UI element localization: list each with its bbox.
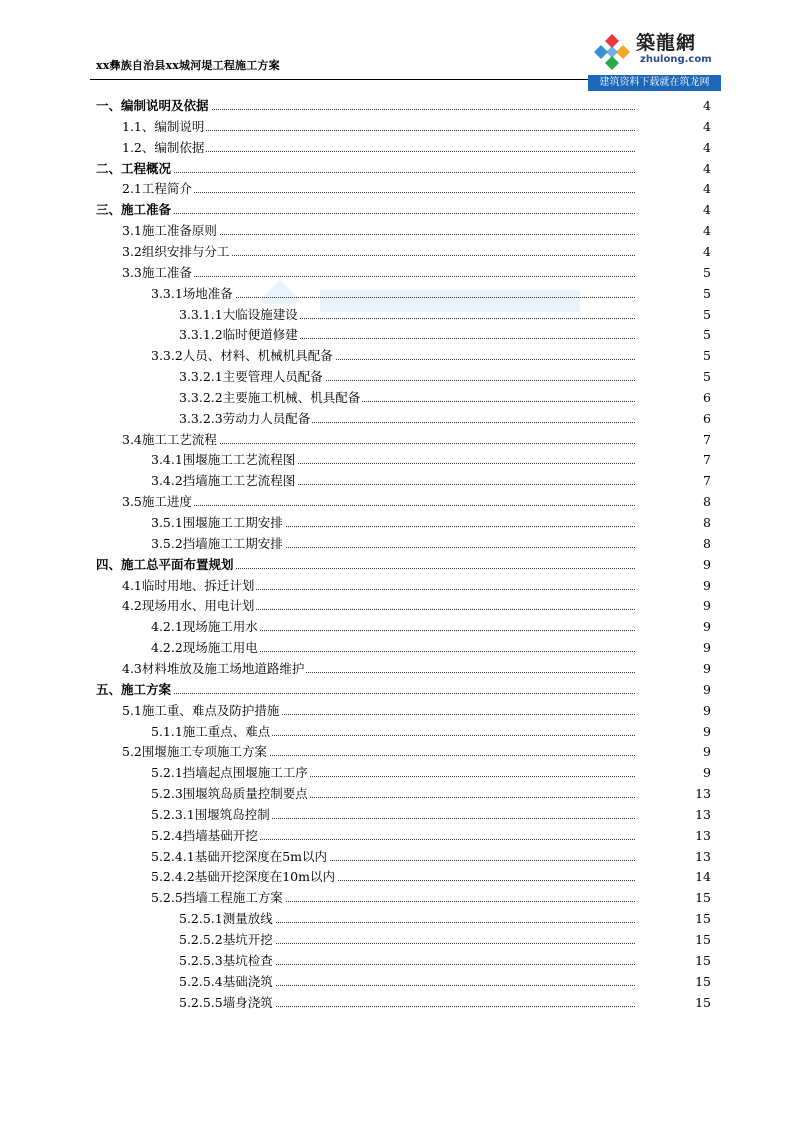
toc-entry-label: 5.2.4挡墙基础开挖 bbox=[151, 825, 260, 846]
toc-entry-label: 5.2.3围堰筑岛质量控制要点 bbox=[151, 783, 310, 804]
toc-entry-label: 五、施工方案 bbox=[96, 679, 173, 700]
toc-entry-label: 5.2.5.4基础浇筑 bbox=[179, 971, 275, 992]
logo-slogan: 建筑资料下载就在筑龙网 bbox=[588, 75, 721, 91]
toc-entry-page: 13 bbox=[695, 786, 711, 802]
toc-entry-label: 3.3.2人员、材料、机械机具配备 bbox=[151, 345, 335, 366]
toc-entry-page: 13 bbox=[695, 827, 711, 843]
toc-entry-page: 14 bbox=[695, 869, 711, 885]
toc-entry[interactable] bbox=[179, 304, 711, 325]
toc-entry-page: 4 bbox=[703, 118, 711, 134]
toc-entry-page: 9 bbox=[703, 765, 711, 781]
toc-entry-label: 3.5施工进度 bbox=[122, 491, 194, 512]
toc-entry-page: 8 bbox=[703, 494, 711, 510]
toc-entry-page: 4 bbox=[703, 98, 711, 113]
toc-entry-page: 9 bbox=[703, 640, 711, 656]
toc-entry[interactable] bbox=[122, 741, 711, 762]
zhulong-logo bbox=[588, 24, 721, 92]
toc-entry[interactable] bbox=[151, 887, 711, 908]
toc-entry[interactable] bbox=[151, 825, 711, 846]
toc-entry-page: 4 bbox=[703, 223, 711, 239]
toc-entry[interactable] bbox=[122, 241, 711, 262]
toc-entry-page: 5 bbox=[703, 348, 711, 364]
toc-entry-label: 5.1.1施工重点、难点 bbox=[151, 721, 272, 742]
toc-entry-page: 6 bbox=[703, 389, 711, 405]
toc-entry[interactable] bbox=[179, 971, 711, 992]
toc-entry-page: 7 bbox=[703, 473, 711, 489]
toc-entry-page: 8 bbox=[703, 515, 711, 530]
toc-entry-label: 3.5.1围堰施工工期安排 bbox=[151, 512, 285, 533]
toc-entry-page: 7 bbox=[703, 452, 711, 468]
toc-entry[interactable] bbox=[151, 533, 711, 554]
toc-entry-page: 4 bbox=[703, 181, 711, 197]
toc-entry[interactable] bbox=[122, 595, 711, 616]
toc-entry[interactable] bbox=[179, 324, 711, 345]
toc-entry-page: 9 bbox=[703, 556, 711, 572]
toc-entry-page: 5 bbox=[703, 369, 711, 385]
toc-entry[interactable] bbox=[122, 491, 711, 512]
toc-entry[interactable] bbox=[96, 199, 711, 220]
toc-entry[interactable] bbox=[151, 512, 711, 533]
toc-entry-page: 15 bbox=[695, 890, 711, 906]
toc-entry[interactable] bbox=[179, 408, 711, 429]
toc-entry-page: 13 bbox=[695, 848, 711, 864]
toc-entry-page: 15 bbox=[695, 994, 711, 1010]
toc-entry[interactable] bbox=[96, 679, 711, 700]
toc-entry-label: 4.2.1现场施工用水 bbox=[151, 616, 260, 637]
toc-entry-page: 9 bbox=[703, 619, 711, 635]
toc-leader-dots bbox=[122, 276, 635, 277]
toc-entry-label: 5.2.5.5墙身浇筑 bbox=[179, 992, 275, 1013]
toc-entry-page: 15 bbox=[695, 952, 711, 968]
document-header-title: xx彝族自治县xx城河堤工程施工方案 bbox=[96, 59, 280, 72]
toc-entry-label: 5.2.4.1基础开挖深度在5m以内 bbox=[151, 846, 329, 867]
toc-entry-label: 5.1施工重、难点及防护措施 bbox=[122, 700, 281, 721]
toc-entry-label: 3.3.2.2主要施工机械、机具配备 bbox=[179, 387, 362, 408]
toc-entry-label: 3.1施工准备原则 bbox=[122, 220, 219, 241]
toc-entry-label: 二、工程概况 bbox=[96, 158, 173, 179]
toc-entry[interactable] bbox=[122, 575, 711, 596]
toc-entry[interactable] bbox=[179, 387, 711, 408]
toc-entry-label: 4.1临时用地、拆迁计划 bbox=[122, 575, 256, 596]
toc-entry-label: 3.3.2.3劳动力人员配备 bbox=[179, 408, 312, 429]
toc-entry-label: 3.3.2.1主要管理人员配备 bbox=[179, 366, 325, 387]
toc-leader-dots bbox=[96, 172, 635, 173]
toc-entry-label: 3.3施工准备 bbox=[122, 262, 194, 283]
toc-entry-label: 三、施工准备 bbox=[96, 199, 173, 220]
toc-entry[interactable] bbox=[179, 929, 711, 950]
toc-entry[interactable] bbox=[122, 137, 711, 158]
toc-entry-label: 1.2、编制依据 bbox=[122, 137, 206, 158]
toc-entry[interactable] bbox=[151, 762, 711, 783]
toc-entry[interactable] bbox=[151, 783, 711, 804]
toc-entry-label: 3.3.1.1大临设施建设 bbox=[179, 304, 300, 325]
toc-entry-page: 9 bbox=[703, 723, 711, 739]
toc-entry-label: 4.2现场用水、用电计划 bbox=[122, 595, 256, 616]
toc-entry-page: 15 bbox=[695, 932, 711, 947]
toc-entry[interactable] bbox=[151, 866, 711, 887]
toc-entry-label: 1.1、编制说明 bbox=[122, 116, 206, 137]
toc-entry[interactable] bbox=[151, 449, 711, 470]
toc-entry-label: 5.2.5.3基坑检查 bbox=[179, 950, 275, 971]
toc-entry[interactable] bbox=[122, 700, 711, 721]
toc-entry[interactable] bbox=[151, 616, 711, 637]
toc-entry-label: 四、施工总平面布置规划 bbox=[96, 554, 236, 575]
toc-leader-dots bbox=[122, 505, 635, 506]
toc-leader-dots bbox=[122, 192, 635, 193]
toc-entry-page: 15 bbox=[695, 911, 711, 927]
logo-brand-en: zhulong.com bbox=[640, 54, 712, 65]
toc-entry-page: 9 bbox=[703, 577, 711, 593]
toc-entry-page: 15 bbox=[695, 973, 711, 989]
toc-entry-page: 7 bbox=[703, 431, 711, 447]
toc-entry[interactable] bbox=[151, 345, 711, 366]
toc-entry[interactable] bbox=[151, 283, 711, 304]
toc-entry-label: 3.3.1场地准备 bbox=[151, 283, 235, 304]
toc-entry-label: 3.5.2挡墙施工工期安排 bbox=[151, 533, 285, 554]
toc-entry[interactable] bbox=[151, 470, 711, 491]
toc-entry-page: 13 bbox=[695, 806, 711, 822]
toc-entry[interactable] bbox=[122, 116, 711, 137]
toc-entry[interactable] bbox=[96, 554, 711, 575]
toc-entry-page: 4 bbox=[703, 139, 711, 155]
toc-entry[interactable] bbox=[151, 637, 711, 658]
toc-entry-page: 4 bbox=[703, 202, 711, 218]
toc-entry-label: 3.2组织安排与分工 bbox=[122, 241, 231, 262]
toc-entry-label: 5.2.5挡墙工程施工方案 bbox=[151, 887, 285, 908]
toc-entry-label: 2.1工程简介 bbox=[122, 178, 194, 199]
toc-entry-label: 5.2.5.2基坑开挖 bbox=[179, 929, 275, 950]
toc-entry-page: 9 bbox=[703, 702, 711, 718]
toc-entry[interactable] bbox=[179, 950, 711, 971]
toc-entry[interactable] bbox=[179, 992, 711, 1013]
toc-entry-label: 5.2.5.1测量放线 bbox=[179, 908, 275, 929]
toc-entry-page: 9 bbox=[703, 744, 711, 760]
toc-entry-page: 5 bbox=[703, 285, 711, 301]
toc-entry-page: 8 bbox=[703, 535, 711, 551]
logo-brand-cn: 築龍網 bbox=[636, 32, 697, 54]
toc-entry[interactable] bbox=[122, 658, 711, 679]
toc-entry-label: 3.4.2挡墙施工工艺流程图 bbox=[151, 470, 297, 491]
toc-entry-page: 6 bbox=[703, 410, 711, 426]
toc-entry[interactable] bbox=[151, 721, 711, 742]
toc-entry-label: 一、编制说明及依据 bbox=[96, 95, 211, 116]
toc-entry-label: 3.4.1围堰施工工艺流程图 bbox=[151, 449, 297, 470]
toc-entry[interactable] bbox=[151, 846, 711, 867]
toc-entry-page: 9 bbox=[703, 598, 711, 614]
toc-entry[interactable] bbox=[179, 908, 711, 929]
toc-entry-label: 4.2.2现场施工用电 bbox=[151, 637, 260, 658]
toc-entry-label: 3.3.1.2临时便道修建 bbox=[179, 324, 300, 345]
toc-entry[interactable] bbox=[122, 262, 711, 283]
toc-entry[interactable] bbox=[96, 158, 711, 179]
toc-entry-page: 4 bbox=[703, 243, 711, 259]
toc-entry-page: 9 bbox=[703, 681, 711, 697]
toc-entry-label: 3.4施工工艺流程 bbox=[122, 429, 219, 450]
toc-entry[interactable] bbox=[96, 95, 711, 116]
toc-entry-label: 4.3材料堆放及施工场地道路维护 bbox=[122, 658, 306, 679]
toc-entry[interactable] bbox=[179, 366, 711, 387]
toc-entry-page: 5 bbox=[703, 327, 711, 343]
toc-entry-label: 5.2.1挡墙起点围堰施工工序 bbox=[151, 762, 310, 783]
toc-leader-dots bbox=[96, 213, 635, 214]
toc-entry-page: 5 bbox=[703, 264, 711, 280]
toc-entry-page: 5 bbox=[703, 306, 711, 322]
toc-entry-page: 9 bbox=[703, 660, 711, 676]
toc-entry[interactable] bbox=[151, 804, 711, 825]
toc-leader-dots bbox=[96, 693, 635, 694]
toc-entry[interactable] bbox=[122, 220, 711, 241]
toc-entry-page: 4 bbox=[703, 160, 711, 176]
toc-entry[interactable] bbox=[122, 429, 711, 450]
logo-diamond-icon bbox=[592, 32, 632, 72]
toc-entry-label: 5.2围堰施工专项施工方案 bbox=[122, 741, 269, 762]
toc-entry-label: 5.2.4.2基础开挖深度在10m以内 bbox=[151, 866, 337, 887]
toc-entry[interactable] bbox=[122, 178, 711, 199]
toc-entry-label: 5.2.3.1围堰筑岛控制 bbox=[151, 804, 272, 825]
